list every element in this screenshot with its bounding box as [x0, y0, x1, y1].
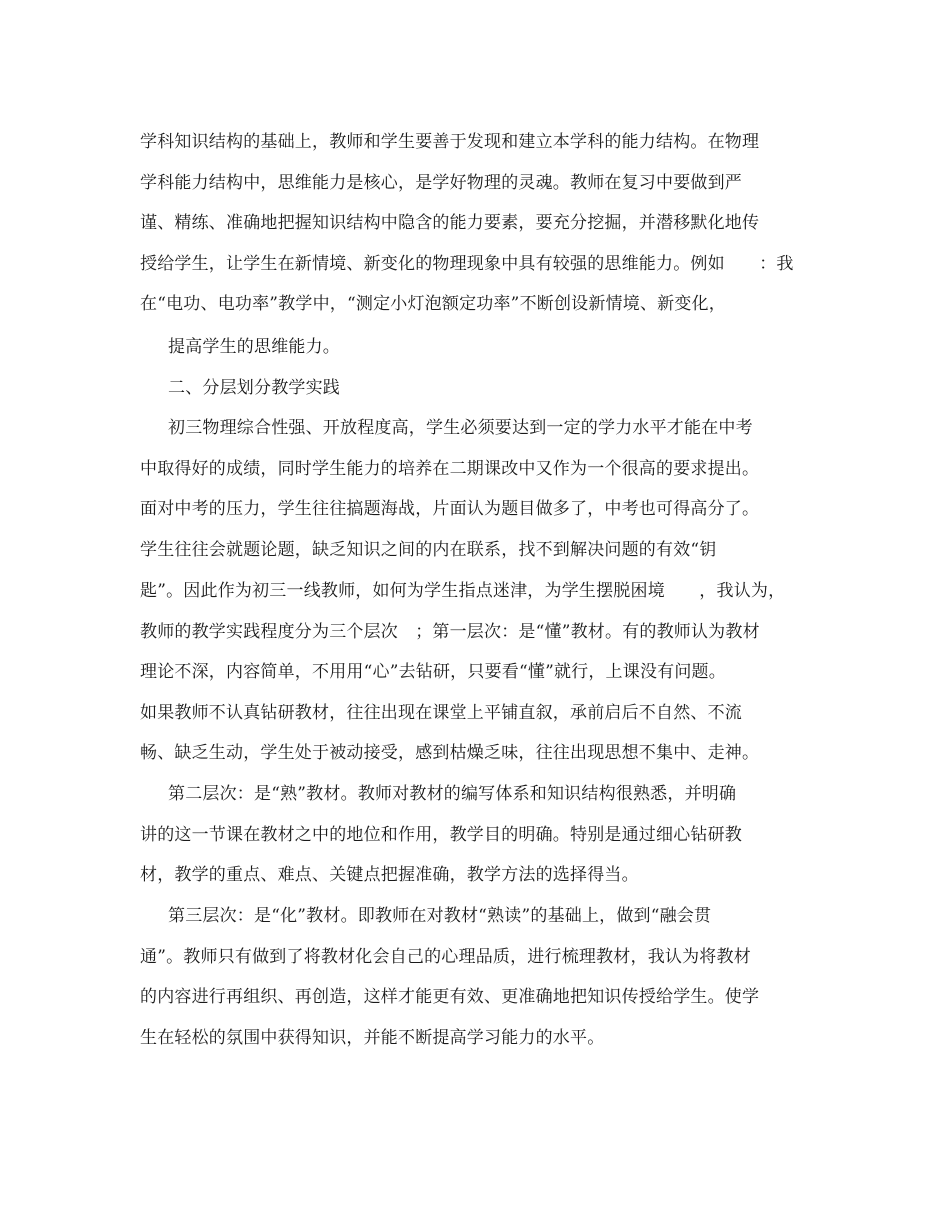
text-line: 谨、精练、准确地把握知识结构中隐含的能力要素，要充分挖掘，并潜移默化地传	[140, 213, 760, 233]
text-line: 理论不深，内容简单，不用用“心”去钻研，只要看“懂”就行，上课没有问题。	[140, 662, 726, 682]
text-line: 中取得好的成绩，同时学生能力的培养在二期课改中又作为一个很高的要求提出。	[140, 459, 760, 479]
text-line: 提高学生的思维能力。	[168, 337, 340, 357]
text-line: 第三层次：是“化”教材。即教师在对教材“熟读”的基础上，做到“融会贯	[168, 906, 712, 926]
text-line: 匙”。因此作为初三一线教师，如何为学生指点迷津，为学生摆脱困境 ，我认为，	[140, 581, 786, 601]
text-line: 讲的这一节课在教材之中的地位和作用，教学目的明确。特别是通过细心钻研教	[140, 825, 742, 845]
text-line: 学生往往会就题论题，缺乏知识之间的内在联系，找不到解决问题的有效“钥	[140, 540, 717, 560]
text-line: 学科知识结构的基础上，教师和学生要善于发现和建立本学科的能力结构。在物理	[140, 132, 760, 152]
text-line: 第二层次：是“熟”教材。教师对教材的编写体系和知识结构很熟悉，并明确	[168, 784, 737, 804]
text-line: 教师的教学实践程度分为三个层次 ；第一层次：是“懂”教材。有的教师认为教材	[140, 622, 760, 642]
text-line: 授给学生，让学生在新情境、新变化的物理现象中具有较强的思维能力。例如 ：我	[140, 254, 794, 274]
text-line: 面对中考的压力，学生往往搞题海战，片面认为题目做多了，中考也可得高分了。	[140, 499, 760, 519]
text-line: 学科能力结构中，思维能力是核心，是学好物理的灵魂。教师在复习中要做到严	[140, 173, 742, 193]
text-line: 初三物理综合性强、开放程度高，学生必须要达到一定的学力水平才能在中考	[168, 418, 753, 438]
section-heading: 二、分层划分教学实践	[168, 378, 340, 398]
text-line: 如果教师不认真钻研教材，往往出现在课堂上平铺直叙，承前启后不自然、不流	[140, 703, 742, 723]
text-line: 畅、缺乏生动，学生处于被动接受，感到枯燥乏味，往往出现思想不集中、走神。	[140, 743, 760, 763]
text-line: 生在轻松的氛围中获得知识，并能不断提高学习能力的水平。	[140, 1028, 605, 1048]
text-line: 通”。教师只有做到了将教材化会自己的心理品质，进行梳理教材，我认为将教材	[140, 947, 751, 967]
text-line: 的内容进行再组织、再创造，这样才能更有效、更准确地把知识传授给学生。使学	[140, 987, 760, 1007]
text-line: 在“电功、电功率”教学中，“测定小灯泡额定功率”不断创设新情境、新变化，	[140, 294, 726, 314]
text-line: 材，教学的重点、难点、关键点把握准确，教学方法的选择得当。	[140, 865, 639, 885]
